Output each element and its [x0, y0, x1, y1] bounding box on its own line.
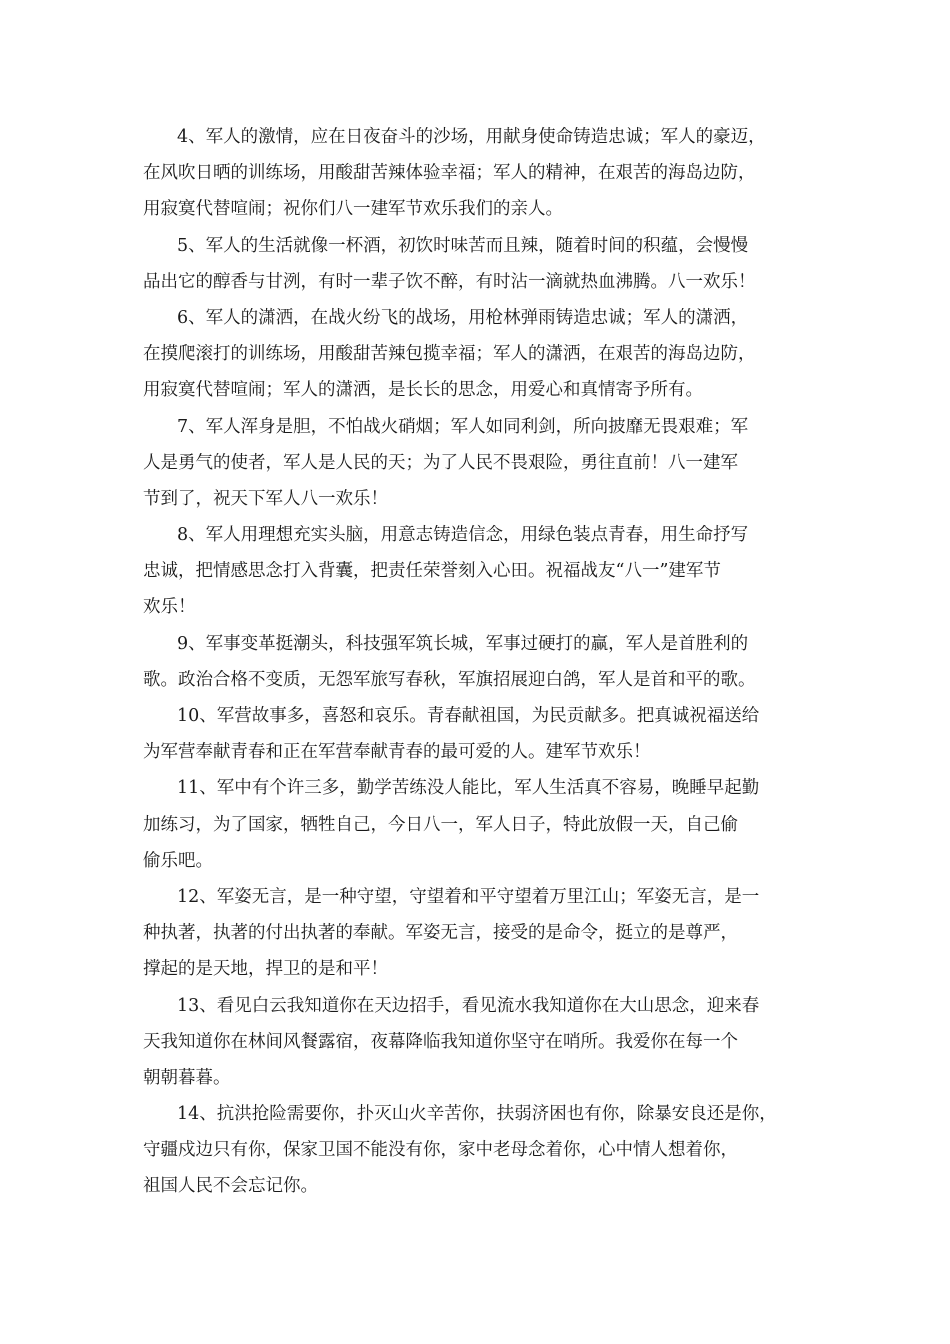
- text-line: 14、抗洪抢险需要你，扑灭山火辛苦你，扶弱济困也有你，除暴安良还是你，: [177, 1104, 777, 1125]
- text-line: 用寂寞代替喧闹；军人的潇洒，是长长的思念，用爱心和真情寄予所有。: [143, 380, 703, 401]
- text-line: 朝朝暮暮。: [143, 1067, 231, 1088]
- text-line: 12、军姿无言，是一种守望，守望着和平守望着万里江山；军姿无言，是一: [177, 886, 760, 907]
- text-line: 8、军人用理想充实头脑，用意志铸造信念，用绿色装点青春，用生命抒写: [177, 525, 749, 546]
- text-line: 撑起的是天地，捍卫的是和平！: [143, 959, 388, 980]
- paragraph-9: [143, 626, 813, 698]
- paragraph-5: [143, 228, 813, 300]
- text-line: 9、军事变革挺潮头，科技强军筑长城，军事过硬打的赢，军人是首胜利的: [177, 633, 749, 654]
- paragraph-12: [143, 879, 813, 988]
- text-line: 在摸爬滚打的训练场，用酸甜苦辣包揽幸福；军人的潇洒，在艰苦的海岛边防，: [143, 344, 756, 365]
- text-line: 10、军营故事多，喜怒和哀乐。青春献祖国，为民贡献多。把真诚祝福送给: [177, 706, 760, 726]
- paragraph-8: [143, 517, 813, 626]
- paragraph-10: [143, 698, 813, 770]
- text-line: 忠诚，把情感思念打入背囊，把责任荣誉刻入心田。祝福战友“八一”建军节: [143, 561, 721, 582]
- text-line: 13、看见白云我知道你在天边招手，看见流水我知道你在大山思念，迎来春: [177, 995, 760, 1016]
- text-line: 守疆戍边只有你，保家卫国不能没有你，家中老母念着你，心中情人想着你，: [143, 1140, 738, 1161]
- text-line: 为军营奉献青春和正在军营奉献青春的最可爱的人。建军节欢乐！: [143, 742, 651, 763]
- text-line: 节到了，祝天下军人八一欢乐！: [143, 488, 388, 509]
- paragraph-13: [143, 988, 813, 1097]
- text-line: 用寂寞代替喧闹；祝你们八一建军节欢乐我们的亲人。: [143, 199, 563, 220]
- text-line: 欢乐！: [143, 597, 196, 618]
- text-line: 天我知道你在林间风餐露宿，夜幕降临我知道你坚守在哨所。我爱你在每一个: [143, 1031, 738, 1052]
- paragraph-7: [143, 409, 813, 518]
- paragraph-4: [143, 119, 813, 228]
- text-line: 11、军中有个许三多，勤学苦练没人能比，军人生活真不容易，晚睡早起勤: [177, 778, 760, 799]
- text-line: 偷乐吧。: [143, 850, 213, 871]
- text-line: 5、军人的生活就像一杯酒，初饮时味苦而且辣，随着时间的积蕴，会慢慢: [177, 235, 749, 256]
- text-line: 品出它的醇香与甘洌，有时一辈子饮不醉，有时沾一滴就热血沸腾。八一欢乐！: [143, 271, 756, 292]
- paragraph-11: [143, 770, 813, 879]
- text-line: 祖国人民不会忘记你。: [143, 1176, 318, 1197]
- text-line: 7、军人浑身是胆，不怕战火硝烟；军人如同利剑，所向披靡无畏艰难；军: [177, 416, 749, 437]
- paragraph-6: [143, 300, 813, 409]
- text-line: 在风吹日晒的训练场，用酸甜苦辣体验幸福；军人的精神，在艰苦的海岛边防，: [143, 163, 756, 184]
- text-line: 6、军人的潇洒，在战火纷飞的战场，用枪林弹雨铸造忠诚；军人的潇洒，: [177, 307, 749, 328]
- text-line: 4、军人的激情，应在日夜奋斗的沙场，用献身使命铸造忠诚；军人的豪迈，: [177, 127, 766, 147]
- paragraph-14: [143, 1096, 813, 1205]
- text-line: 加练习，为了国家，牺牲自己，今日八一，军人日子，特此放假一天，自己偷: [143, 814, 738, 835]
- text-line: 人是勇气的使者，军人是人民的天；为了人民不畏艰险，勇往直前！八一建军: [143, 452, 738, 473]
- text-line: 歌。政治合格不变质，无怨军旅写春秋，军旗招展迎白鸽，军人是首和平的歌。: [143, 669, 756, 690]
- text-line: 种执著，执著的付出执著的奉献。军姿无言，接受的是命令，挺立的是尊严，: [143, 923, 738, 944]
- document-body: [143, 119, 813, 1205]
